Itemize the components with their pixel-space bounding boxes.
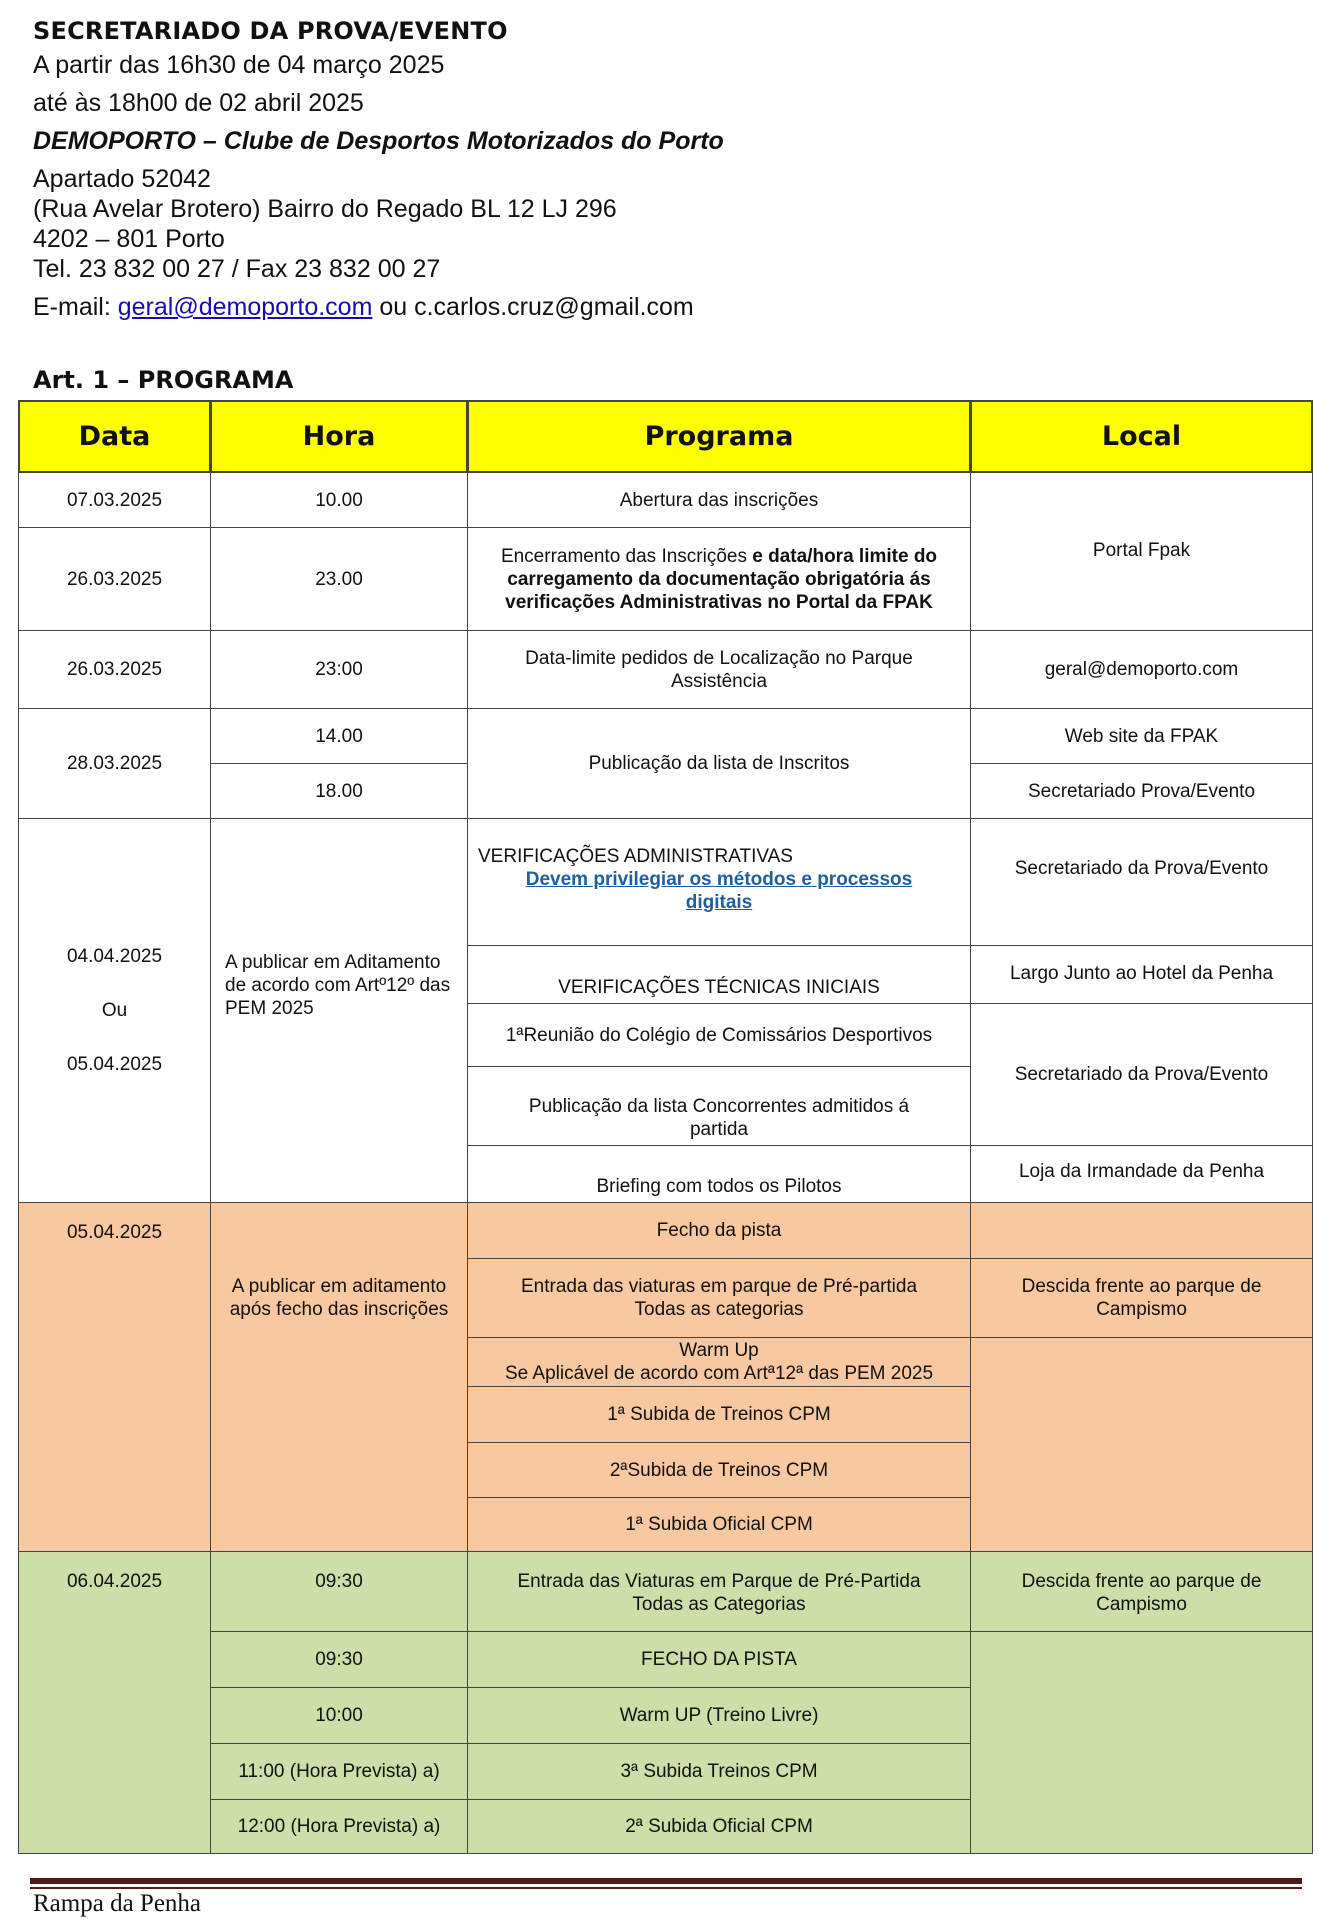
r2-hora: 23.00 [210, 527, 468, 631]
r5-prog-briefing: Briefing com todos os Pilotos [467, 1145, 971, 1203]
r6-local: Descida frente ao parque de Campismo [970, 1258, 1313, 1338]
r6-prog-warmup-note: Se Aplicável de acordo com Artª12ª das PEM 2025 [504, 1363, 934, 1384]
r5-data-or: Ou [101, 1000, 128, 1021]
r5-prog-admin-link[interactable]: Devem privilegiar os métodos e processos digitais [525, 869, 913, 913]
r6-prog-warmup [467, 1337, 971, 1387]
r6-local-empty [970, 1202, 1313, 1259]
r6-prog-treino-2: 2ªSubida de Treinos CPM [467, 1442, 971, 1498]
col-header-data: Data [18, 400, 211, 473]
r1-hora: 10.00 [210, 472, 468, 528]
r2-data: 26.03.2025 [18, 527, 211, 631]
r6-prog-oficial-1: 1ª Subida Oficial CPM [467, 1497, 971, 1552]
r2-programa-normal: Encerramento das Inscrições [500, 545, 753, 567]
r7-hora-4: 11:00 (Hora Prevista) a) [210, 1743, 468, 1800]
footer-divider [30, 1878, 1302, 1884]
r5-prog-tec: VERIFICAÇÕES TÉCNICAS INICIAIS [467, 945, 971, 1004]
secretariat-title: SECRETARIADO DA PROVA/EVENTO [33, 17, 508, 45]
r6-prog-treino-1: 1ª Subida de Treinos CPM [467, 1386, 971, 1443]
r6-prog-entrada: Entrada das viaturas em parque de Pré-partida Todas as categorias [467, 1258, 971, 1338]
r6-prog-fecho: Fecho da pista [467, 1202, 971, 1259]
r1-data: 07.03.2025 [18, 472, 211, 528]
r7-prog-4: 3ª Subida Treinos CPM [467, 1743, 971, 1800]
r4-local-a: Web site da FPAK [970, 708, 1313, 764]
r5-hora: A publicar em Aditamento de acordo com Artº12º das PEM 2025 [210, 818, 468, 1203]
col-header-hora: Hora [210, 400, 468, 473]
r2-programa-bold: e data/hora limite do carregamento da documentação obrigatória ás verificações Administrativas no Portal da FPAK [505, 545, 938, 613]
r1-programa: Abertura das inscrições [467, 472, 971, 528]
r5-local-loja: Loja da Irmandade da Penha [970, 1145, 1313, 1203]
r7-local: Descida frente ao parque de Campismo [970, 1551, 1313, 1632]
r7-data: 06.04.2025 [18, 1551, 211, 1854]
r4-programa: Publicação da lista de Inscritos [467, 708, 971, 819]
r7-hora-3: 10:00 [210, 1687, 468, 1744]
r3-local: geral@demoporto.com [970, 630, 1313, 709]
r4-data: 28.03.2025 [18, 708, 211, 819]
r3-hora: 23:00 [210, 630, 468, 709]
period-end: até às 18h00 de 02 abril 2025 [33, 89, 364, 117]
r7-prog-5: 2ª Subida Oficial CPM [467, 1799, 971, 1854]
r5-data-b: 05.04.2025 [66, 1054, 163, 1075]
r5-data [18, 818, 211, 1203]
email-link[interactable]: geral@demoporto.com [117, 293, 373, 321]
r5-prog-admin [467, 818, 971, 946]
address-line-3: 4202 – 801 Porto [33, 225, 225, 253]
r3-programa: Data-limite pedidos de Localização no Parque Assistência [467, 630, 971, 709]
r5-data-a: 04.04.2025 [66, 946, 163, 967]
r6-local-empty-2 [970, 1337, 1313, 1552]
r5-local-admin: Secretariado da Prova/Evento [970, 818, 1313, 946]
period-start: A partir das 16h30 de 04 março 2025 [33, 51, 445, 79]
club-name: DEMOPORTO – Clube de Desportos Motorizados do Porto [33, 127, 724, 155]
footer-divider-thin [30, 1887, 1302, 1889]
r4-local-b: Secretariado Prova/Evento [970, 763, 1313, 819]
phone-fax: Tel. 23 832 00 27 / Fax 23 832 00 27 [33, 255, 441, 283]
r3-data: 26.03.2025 [18, 630, 211, 709]
r6-prog-warmup-title: Warm Up [679, 1340, 759, 1361]
r5-prog-reuniao: 1ªReunião do Colégio de Comissários Desportivos [467, 1003, 971, 1067]
email-alt: ou c.carlos.cruz@gmail.com [372, 293, 694, 321]
r5-local-tec: Largo Junto ao Hotel da Penha [970, 945, 1313, 1004]
footer-text: Rampa da Penha [33, 1890, 202, 1917]
r5-local-sec: Secretariado da Prova/Evento [970, 1003, 1313, 1146]
address-line-1: Apartado 52042 [33, 165, 211, 193]
section-title: Art. 1 – PROGRAMA [33, 366, 294, 394]
r7-hora-1: 09:30 [210, 1551, 468, 1632]
r5-prog-publicacao: Publicação da lista Concorrentes admitidos á partida [467, 1066, 971, 1146]
r7-prog-2: FECHO DA PISTA [467, 1631, 971, 1688]
address-line-2: (Rua Avelar Brotero) Bairro do Regado BL 12 LJ 296 [33, 195, 617, 223]
r7-prog-3: Warm UP (Treino Livre) [467, 1687, 971, 1744]
r2-programa [467, 527, 971, 631]
email-label: E-mail: [33, 293, 118, 321]
r7-prog-1: Entrada das Viaturas em Parque de Pré-Partida Todas as Categorias [467, 1551, 971, 1632]
r6-hora: A publicar em aditamento após fecho das inscrições [210, 1202, 468, 1552]
r5-prog-admin-title: VERIFICAÇÕES ADMINISTRATIVAS [478, 846, 793, 867]
r6-data: 05.04.2025 [18, 1202, 211, 1552]
r1r2-local: Portal Fpak [970, 472, 1313, 631]
r4-hora-b: 18.00 [210, 763, 468, 819]
r7-hora-2: 09:30 [210, 1631, 468, 1688]
col-header-programa: Programa [467, 400, 971, 473]
r7-hora-5: 12:00 (Hora Prevista) a) [210, 1799, 468, 1854]
r7-local-empty [970, 1631, 1313, 1854]
r4-hora-a: 14.00 [210, 708, 468, 764]
col-header-local: Local [970, 400, 1313, 473]
